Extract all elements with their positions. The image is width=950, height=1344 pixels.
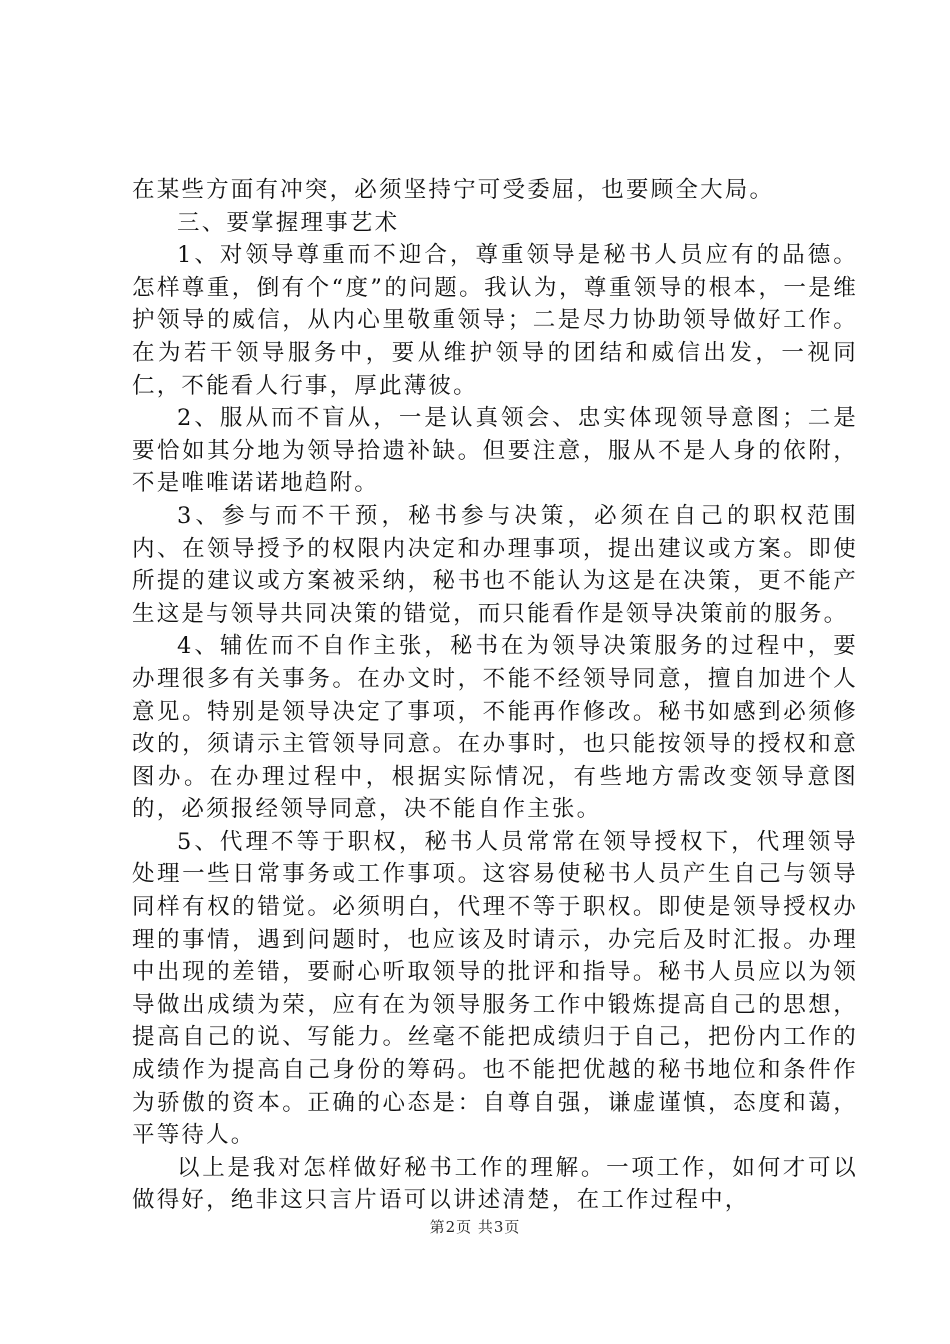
paragraph-point-1: 1、对领导尊重而不迎合，尊重领导是秘书人员应有的品德。怎样尊重，倒有个“度”的问题。我认为，尊重领导的根本，一是维护领导的威信，从内心里敬重领导；二是尽力协助领导做好工作。在为若干领导服务中，要从维护领导的团结和威信出发，一视同仁，不能看人行事，厚此薄彼。: [132, 242, 858, 399]
paragraph-point-5: 5、代理不等于职权，秘书人员常常在领导授权下，代理领导处理一些日常事务或工作事项。这容易使秘书人员产生自己与领导同样有权的错觉。必须明白，代理不等于职权。即使是领导授权办理的事情，遇到问题时，也应该及时请示，办完后及时汇报。办理中出现的差错，要耐心听取领导的批评和指导。秘书人员应以为领导做出成绩为荣，应有在为领导服务工作中锻炼提高自己的思想，提高自己的说、写能力。丝毫不能把成绩归于自己，把份内工作的成绩作为提高自己身份的筹码。也不能把优越的秘书地位和条件作为骄傲的资本。正确的心态是：自尊自强，谦虚谨慎，态度和蔼，平等待人。: [132, 828, 858, 1149]
paragraph-point-3: 3、参与而不干预，秘书参与决策，必须在自己的职权范围内、在领导授予的权限内决定和办理事项，提出建议或方案。即使所提的建议或方案被采纳，秘书也不能认为这是在决策，更不能产生这是与领导共同决策的错觉，而只能看作是领导决策前的服务。: [132, 502, 858, 627]
section-heading: 三、要掌握理事艺术: [177, 209, 400, 236]
paragraph-conclusion: 以上是我对怎样做好秘书工作的理解。一项工作，如何才可以做得好，绝非这只言片语可以讲述清楚，在工作过程中，: [132, 1154, 858, 1214]
paragraph-point-4: 4、辅佐而不自作主张，秘书在为领导决策服务的过程中，要办理很多有关事务。在办文时，不能不经领导同意，擅自加进个人意见。特别是领导决定了事项，不能再作修改。秘书如感到必须修改的，须请示主管领导同意。在办事时，也只能按领导的授权和意图办。在办理过程中，根据实际情况，有些地方需改变领导意图的，必须报经领导同意，决不能自作主张。: [132, 633, 858, 823]
document-body: [132, 174, 858, 1217]
paragraph-continuation: 在某些方面有冲突，必须坚持宁可受委屈，也要顾全大局。: [132, 177, 775, 203]
page-number-footer: 第2页 共3页: [429, 1218, 521, 1236]
paragraph-point-2: 2、服从而不盲从，一是认真领会、忠实体现领导意图；二是要恰如其分地为领导拾遗补缺。但要注意，服从不是人身的依附，不是唯唯诺诺地趋附。: [132, 405, 858, 497]
